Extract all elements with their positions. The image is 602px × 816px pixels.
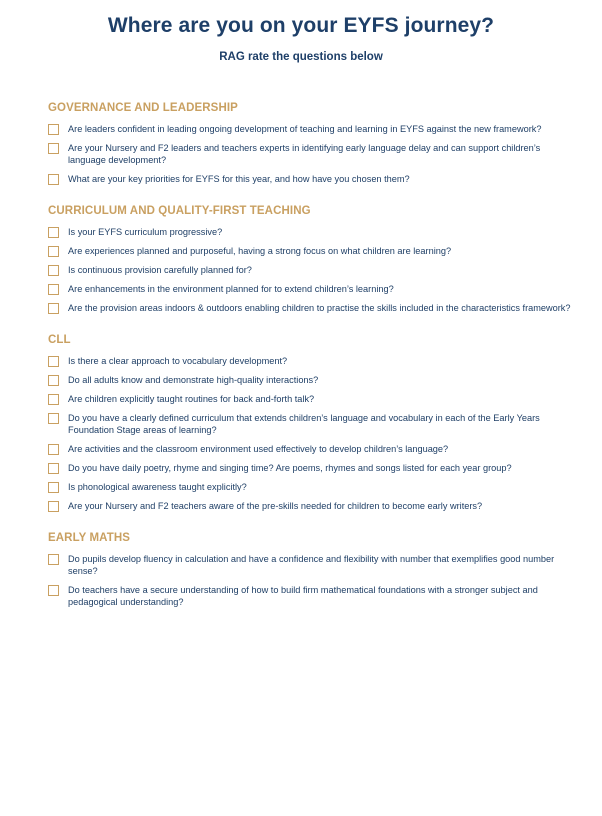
question-item [48,481,578,493]
question-text: Are activities and the classroom environment used effectively to develop children’s language? [68,444,449,454]
question-item [48,123,578,135]
checkbox[interactable] [48,246,59,257]
question-item [48,245,578,257]
question-text: Do teachers have a secure understanding of how to build firm mathematical foundations with a stronger subject and pedagogical understanding? [68,585,538,607]
checkbox[interactable] [48,265,59,276]
question-text: Is continuous provision carefully planned for? [68,265,252,275]
question-item [48,283,578,295]
question-text: Do pupils develop fluency in calculation and have a confidence and flexibility with number that exemplifies good number sense? [68,554,555,576]
question-text: What are your key priorities for EYFS for this year, and how have you chosen them? [68,174,410,184]
question-text: Are your Nursery and F2 leaders and teachers experts in identifying early language delay and can support children’s language development? [68,143,541,165]
checkbox[interactable] [48,554,59,565]
question-text: Are the provision areas indoors & outdoors enabling children to practise the skills included in the characteristics framework? [68,303,571,313]
question-item [48,142,578,166]
page-title: Where are you on your EYFS journey? [107,14,495,37]
checkbox[interactable] [48,174,59,185]
checkbox[interactable] [48,303,59,314]
checkbox[interactable] [48,482,59,493]
checkbox[interactable] [48,143,59,154]
question-text: Are your Nursery and F2 teachers aware of the pre-skills needed for children to become early writers? [68,501,483,511]
section-title: EARLY MATHS [48,532,131,544]
section-title: GOVERNANCE AND LEADERSHIP [48,102,238,114]
question-text: Are leaders confident in leading ongoing development of teaching and learning in EYFS against the new framework? [68,124,542,134]
section-early-maths [48,531,578,608]
question-item [48,462,578,474]
checkbox[interactable] [48,356,59,367]
question-text: Is there a clear approach to vocabulary development? [68,356,288,366]
question-item [48,374,578,386]
question-item [48,500,578,512]
checkbox[interactable] [48,585,59,596]
question-text: Are enhancements in the environment planned for to extend children’s learning? [68,284,394,294]
checkbox[interactable] [48,413,59,424]
section-curriculum [48,204,578,314]
question-text: Do you have a clearly defined curriculum that extends children’s language and vocabulary in each of the Early Years Foundation Stage areas of learning? [68,413,540,435]
checkbox[interactable] [48,375,59,386]
section-title: CURRICULUM AND QUALITY-FIRST TEACHING [48,205,311,217]
question-item [48,393,578,405]
question-item [48,355,578,367]
section-cll [48,333,578,512]
question-item [48,226,578,238]
section-title: CLL [48,334,71,346]
question-item [48,443,578,455]
checkbox[interactable] [48,501,59,512]
question-text: Do you have daily poetry, rhyme and singing time? Are poems, rhymes and songs listed for each year group? [68,463,512,473]
checkbox[interactable] [48,284,59,295]
checkbox[interactable] [48,227,59,238]
question-item [48,584,578,608]
checkbox[interactable] [48,124,59,135]
question-item [48,302,578,314]
page-subtitle: RAG rate the questions below [219,51,383,63]
question-text: Is your EYFS curriculum progressive? [68,227,223,237]
question-text: Are experiences planned and purposeful, having a strong focus on what children are learning? [68,246,452,256]
checkbox[interactable] [48,463,59,474]
question-text: Are children explicitly taught routines for back and-forth talk? [68,394,315,404]
question-text: Do all adults know and demonstrate high-quality interactions? [68,375,319,385]
question-text: Is phonological awareness taught explicitly? [68,482,247,492]
question-item [48,264,578,276]
question-item [48,412,578,436]
section-governance [48,101,578,185]
questionnaire [48,101,578,627]
checkbox[interactable] [48,394,59,405]
question-item [48,553,578,577]
checkbox[interactable] [48,444,59,455]
question-item [48,173,578,185]
